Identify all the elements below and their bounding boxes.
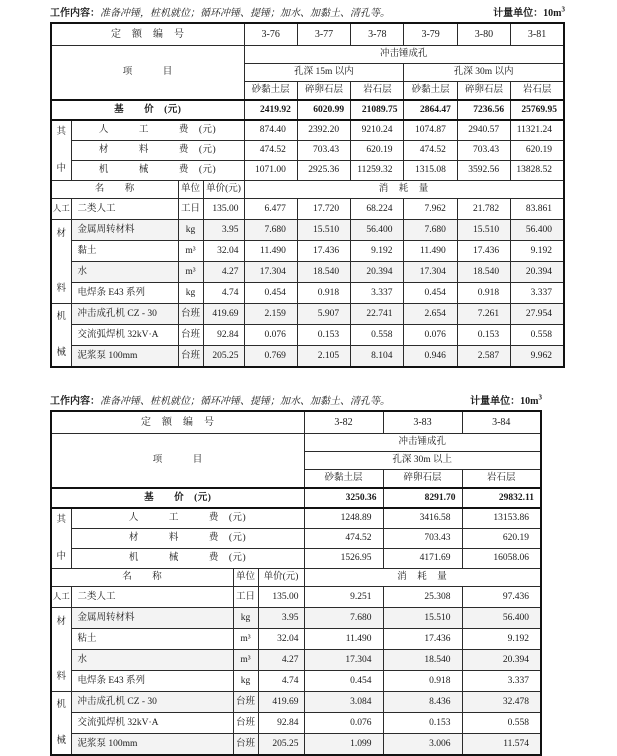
consumption-value: 0.558 bbox=[351, 325, 404, 346]
labor-cost-header: 人 工 费 (元) bbox=[71, 120, 244, 141]
group-char: 材 bbox=[56, 616, 66, 627]
base-price-value: 7236.56 bbox=[457, 100, 510, 120]
material-cost-header: 材 料 费 (元) bbox=[71, 529, 304, 549]
consumption-value: 20.394 bbox=[462, 650, 541, 671]
resource-unit: 台班 bbox=[233, 692, 258, 713]
resource-name: 金属周转材料 bbox=[71, 608, 233, 629]
resource-price: 4.27 bbox=[258, 650, 304, 671]
work-content-text bbox=[50, 392, 390, 407]
base-price-value: 6020.99 bbox=[297, 100, 350, 120]
consumption-value: 18.540 bbox=[457, 262, 510, 283]
material-cost-header: 材 料 费 (元) bbox=[71, 141, 244, 161]
price-column-header: 单价(元) bbox=[258, 569, 304, 587]
resource-price: 205.25 bbox=[258, 734, 304, 756]
base-price-value: 2419.92 bbox=[244, 100, 297, 120]
item-header: 项 目 bbox=[51, 434, 304, 489]
consumption-value: 0.153 bbox=[297, 325, 350, 346]
resource-price: 4.74 bbox=[258, 671, 304, 692]
consumption-value: 27.954 bbox=[511, 304, 564, 325]
consumption-value: 0.918 bbox=[383, 671, 462, 692]
group-label-machine bbox=[51, 692, 71, 756]
group-char: 其 bbox=[56, 126, 66, 137]
base-price-value: 21089.75 bbox=[351, 100, 404, 120]
resource-price: 135.00 bbox=[203, 199, 244, 220]
consumption-value: 7.261 bbox=[457, 304, 510, 325]
measure-unit bbox=[493, 4, 565, 19]
stratum-header: 砂黏土层 bbox=[244, 82, 297, 101]
labor-cost-value: 9210.24 bbox=[351, 120, 404, 141]
resource-price: 419.69 bbox=[203, 304, 244, 325]
labor-cost-value: 13153.86 bbox=[462, 508, 541, 529]
consumption-value: 8.436 bbox=[383, 692, 462, 713]
resource-unit: m³ bbox=[233, 650, 258, 671]
consumption-value: 0.076 bbox=[304, 713, 383, 734]
group-label-labor: 人工 bbox=[51, 199, 71, 220]
machine-cost-value: 2925.36 bbox=[297, 161, 350, 181]
material-cost-value: 703.43 bbox=[383, 529, 462, 549]
consumption-value: 56.400 bbox=[462, 608, 541, 629]
work-content-description: 准备冲锤、桩机就位；循环冲锤、提锤；加水、加黏土、清孔等。 bbox=[100, 396, 390, 407]
consumption-value: 83.861 bbox=[511, 199, 564, 220]
consumption-value: 7.680 bbox=[304, 608, 383, 629]
stratum-header: 砂黏土层 bbox=[404, 82, 457, 101]
machine-cost-value: 4171.69 bbox=[383, 549, 462, 569]
machine-cost-value: 16058.06 bbox=[462, 549, 541, 569]
work-content-line-1 bbox=[50, 4, 565, 19]
method-header: 冲击锤成孔 bbox=[244, 46, 564, 64]
machine-cost-value: 3592.56 bbox=[457, 161, 510, 181]
consumption-header: 消 耗 量 bbox=[244, 181, 564, 199]
material-cost-value: 474.52 bbox=[304, 529, 383, 549]
resource-name: 金属周转材料 bbox=[71, 220, 178, 241]
group-char: 料 bbox=[56, 284, 66, 295]
base-price-value: 3250.36 bbox=[304, 488, 383, 508]
quota-code: 3-77 bbox=[297, 23, 350, 46]
stratum-header: 碎卵石层 bbox=[457, 82, 510, 101]
stratum-header: 岩石层 bbox=[462, 470, 541, 489]
labor-cost-value: 2940.57 bbox=[457, 120, 510, 141]
group-char: 中 bbox=[56, 164, 66, 175]
stratum-header: 砂黏土层 bbox=[304, 470, 383, 489]
material-cost-value: 703.43 bbox=[457, 141, 510, 161]
resource-unit: 工日 bbox=[178, 199, 203, 220]
resource-name: 冲击成孔机 CZ - 30 bbox=[71, 304, 178, 325]
consumption-value: 0.454 bbox=[244, 283, 297, 304]
consumption-value: 5.907 bbox=[297, 304, 350, 325]
consumption-value: 2.587 bbox=[457, 346, 510, 368]
group-label-machine bbox=[51, 304, 71, 368]
group-char: 中 bbox=[56, 552, 66, 563]
resource-unit: 工日 bbox=[233, 587, 258, 608]
work-content-text bbox=[50, 4, 390, 19]
base-price-value: 29832.11 bbox=[462, 488, 541, 508]
resource-price: 4.74 bbox=[203, 283, 244, 304]
quota-code: 3-80 bbox=[457, 23, 510, 46]
resource-name: 泥浆泵 100mm bbox=[71, 346, 178, 368]
consumption-value: 0.558 bbox=[511, 325, 564, 346]
base-price-header: 基 价 (元) bbox=[51, 100, 244, 120]
resource-unit: kg bbox=[233, 671, 258, 692]
measure-unit-exponent: 3 bbox=[561, 5, 565, 14]
work-content-description: 准备冲锤，桩机就位；循环冲锤、提锤；加水、加黏土、清孔等。 bbox=[100, 8, 390, 19]
consumption-value: 8.104 bbox=[351, 346, 404, 368]
resource-name: 冲击成孔机 CZ - 30 bbox=[71, 692, 233, 713]
material-cost-value: 620.19 bbox=[351, 141, 404, 161]
resource-unit: 台班 bbox=[233, 734, 258, 756]
stratum-header: 岩石层 bbox=[511, 82, 564, 101]
resource-name: 二类人工 bbox=[71, 199, 178, 220]
unit-column-header: 单位 bbox=[233, 569, 258, 587]
consumption-value: 0.558 bbox=[462, 713, 541, 734]
consumption-value: 17.436 bbox=[383, 629, 462, 650]
work-content-label: 工作内容： bbox=[50, 8, 100, 19]
consumption-value: 32.478 bbox=[462, 692, 541, 713]
consumption-value: 56.400 bbox=[511, 220, 564, 241]
group-char: 械 bbox=[56, 735, 66, 746]
consumption-value: 11.490 bbox=[244, 241, 297, 262]
consumption-value: 0.454 bbox=[304, 671, 383, 692]
consumption-value: 3.337 bbox=[351, 283, 404, 304]
quota-no-header: 定 额 编 号 bbox=[51, 23, 244, 46]
consumption-value: 9.251 bbox=[304, 587, 383, 608]
labor-cost-value: 874.40 bbox=[244, 120, 297, 141]
machine-cost-header: 机 械 费 (元) bbox=[71, 549, 304, 569]
material-cost-value: 620.19 bbox=[462, 529, 541, 549]
resource-name: 电焊条 E43 系列 bbox=[71, 671, 233, 692]
resource-price: 92.84 bbox=[203, 325, 244, 346]
quota-table-1 bbox=[50, 22, 565, 368]
consumption-value: 15.510 bbox=[383, 608, 462, 629]
quota-code: 3-79 bbox=[404, 23, 457, 46]
quota-code: 3-76 bbox=[244, 23, 297, 46]
consumption-value: 15.510 bbox=[457, 220, 510, 241]
resource-price: 4.27 bbox=[203, 262, 244, 283]
measure-unit-label: 计量单位：10m bbox=[493, 8, 562, 19]
consumption-value: 21.782 bbox=[457, 199, 510, 220]
consumption-value: 9.192 bbox=[462, 629, 541, 650]
measure-unit bbox=[470, 392, 542, 407]
group-label-other bbox=[51, 120, 71, 181]
method-header: 冲击锤成孔 bbox=[304, 434, 541, 452]
consumption-value: 3.006 bbox=[383, 734, 462, 756]
consumption-value: 11.490 bbox=[404, 241, 457, 262]
price-column-header: 单价(元) bbox=[203, 181, 244, 199]
group-char: 料 bbox=[56, 672, 66, 683]
group-label-other bbox=[51, 508, 71, 569]
consumption-value: 0.454 bbox=[404, 283, 457, 304]
quota-code: 3-84 bbox=[462, 411, 541, 434]
group-char: 材 bbox=[56, 228, 66, 239]
item-header: 项 目 bbox=[51, 46, 244, 101]
depth-header: 孔深 30m 以内 bbox=[404, 64, 564, 82]
resource-unit: m³ bbox=[233, 629, 258, 650]
resource-unit: kg bbox=[233, 608, 258, 629]
labor-cost-header: 人 工 费 (元) bbox=[71, 508, 304, 529]
material-cost-value: 703.43 bbox=[297, 141, 350, 161]
consumption-value: 2.105 bbox=[297, 346, 350, 368]
work-content-label: 工作内容： bbox=[50, 396, 100, 407]
resource-unit: 台班 bbox=[178, 304, 203, 325]
consumption-value: 3.084 bbox=[304, 692, 383, 713]
consumption-value: 7.962 bbox=[404, 199, 457, 220]
consumption-value: 18.540 bbox=[383, 650, 462, 671]
consumption-value: 3.337 bbox=[511, 283, 564, 304]
consumption-value: 17.304 bbox=[244, 262, 297, 283]
resource-name: 黏土 bbox=[71, 241, 178, 262]
name-column-header: 名 称 bbox=[51, 569, 233, 587]
resource-name: 交流弧焊机 32kV·A bbox=[71, 713, 233, 734]
resource-unit: 台班 bbox=[178, 346, 203, 368]
resource-price: 3.95 bbox=[258, 608, 304, 629]
consumption-value: 20.394 bbox=[511, 262, 564, 283]
consumption-value: 0.076 bbox=[404, 325, 457, 346]
resource-price: 32.04 bbox=[258, 629, 304, 650]
machine-cost-value: 11259.32 bbox=[351, 161, 404, 181]
consumption-value: 20.394 bbox=[351, 262, 404, 283]
consumption-value: 17.304 bbox=[304, 650, 383, 671]
group-label-labor: 人工 bbox=[51, 587, 71, 608]
labor-cost-value: 2392.20 bbox=[297, 120, 350, 141]
consumption-value: 18.540 bbox=[297, 262, 350, 283]
consumption-value: 0.076 bbox=[244, 325, 297, 346]
group-label-material bbox=[51, 608, 71, 692]
resource-unit: kg bbox=[178, 220, 203, 241]
consumption-value: 2.159 bbox=[244, 304, 297, 325]
base-price-value: 8291.70 bbox=[383, 488, 462, 508]
consumption-value: 56.400 bbox=[351, 220, 404, 241]
group-char: 其 bbox=[56, 514, 66, 525]
work-content-line-2 bbox=[50, 392, 542, 407]
consumption-value: 97.436 bbox=[462, 587, 541, 608]
consumption-value: 2.654 bbox=[404, 304, 457, 325]
measure-unit-exponent: 3 bbox=[538, 393, 542, 402]
consumption-header: 消 耗 量 bbox=[304, 569, 541, 587]
labor-cost-value: 3416.58 bbox=[383, 508, 462, 529]
material-cost-value: 474.52 bbox=[244, 141, 297, 161]
depth-header: 孔深 15m 以内 bbox=[244, 64, 404, 82]
consumption-value: 22.741 bbox=[351, 304, 404, 325]
consumption-value: 3.337 bbox=[462, 671, 541, 692]
resource-name: 水 bbox=[71, 262, 178, 283]
consumption-value: 17.720 bbox=[297, 199, 350, 220]
quota-table-2 bbox=[50, 410, 542, 756]
resource-unit: m³ bbox=[178, 241, 203, 262]
machine-cost-value: 1315.08 bbox=[404, 161, 457, 181]
labor-cost-value: 1248.89 bbox=[304, 508, 383, 529]
consumption-value: 0.918 bbox=[457, 283, 510, 304]
quota-code: 3-81 bbox=[511, 23, 564, 46]
material-cost-value: 620.19 bbox=[511, 141, 564, 161]
resource-price: 3.95 bbox=[203, 220, 244, 241]
labor-cost-value: 1074.87 bbox=[404, 120, 457, 141]
measure-unit-label: 计量单位：10m bbox=[470, 396, 539, 407]
consumption-value: 17.436 bbox=[297, 241, 350, 262]
machine-cost-value: 13828.52 bbox=[511, 161, 564, 181]
quota-code: 3-83 bbox=[383, 411, 462, 434]
quota-no-header: 定 额 编 号 bbox=[51, 411, 304, 434]
consumption-value: 9.962 bbox=[511, 346, 564, 368]
consumption-value: 17.304 bbox=[404, 262, 457, 283]
depth-header: 孔深 30m 以上 bbox=[304, 452, 541, 470]
consumption-value: 0.918 bbox=[297, 283, 350, 304]
resource-name: 泥浆泵 100mm bbox=[71, 734, 233, 756]
quota-code: 3-78 bbox=[351, 23, 404, 46]
resource-name: 粘土 bbox=[71, 629, 233, 650]
resource-unit: 台班 bbox=[178, 325, 203, 346]
base-price-value: 25769.95 bbox=[511, 100, 564, 120]
consumption-value: 68.224 bbox=[351, 199, 404, 220]
name-column-header: 名 称 bbox=[51, 181, 178, 199]
quota-code: 3-82 bbox=[304, 411, 383, 434]
base-price-header: 基 价 (元) bbox=[51, 488, 304, 508]
consumption-value: 0.946 bbox=[404, 346, 457, 368]
resource-unit: 台班 bbox=[233, 713, 258, 734]
stratum-header: 碎卵石层 bbox=[297, 82, 350, 101]
consumption-value: 25.308 bbox=[383, 587, 462, 608]
resource-name: 电焊条 E43 系列 bbox=[71, 283, 178, 304]
resource-unit: m³ bbox=[178, 262, 203, 283]
consumption-value: 11.574 bbox=[462, 734, 541, 756]
resource-price: 419.69 bbox=[258, 692, 304, 713]
resource-name: 二类人工 bbox=[71, 587, 233, 608]
machine-cost-header: 机 械 费 (元) bbox=[71, 161, 244, 181]
labor-cost-value: 11321.24 bbox=[511, 120, 564, 141]
consumption-value: 7.680 bbox=[244, 220, 297, 241]
machine-cost-value: 1071.00 bbox=[244, 161, 297, 181]
group-char: 机 bbox=[56, 700, 66, 710]
consumption-value: 1.099 bbox=[304, 734, 383, 756]
material-cost-value: 474.52 bbox=[404, 141, 457, 161]
stratum-header: 岩石层 bbox=[351, 82, 404, 101]
unit-column-header: 单位 bbox=[178, 181, 203, 199]
resource-name: 水 bbox=[71, 650, 233, 671]
resource-price: 32.04 bbox=[203, 241, 244, 262]
consumption-value: 17.436 bbox=[457, 241, 510, 262]
consumption-value: 0.153 bbox=[457, 325, 510, 346]
resource-price: 92.84 bbox=[258, 713, 304, 734]
group-label-material bbox=[51, 220, 71, 304]
consumption-value: 6.477 bbox=[244, 199, 297, 220]
consumption-value: 0.769 bbox=[244, 346, 297, 368]
consumption-value: 0.153 bbox=[383, 713, 462, 734]
resource-price: 135.00 bbox=[258, 587, 304, 608]
resource-unit: kg bbox=[178, 283, 203, 304]
group-char: 械 bbox=[56, 347, 66, 358]
stratum-header: 碎卵石层 bbox=[383, 470, 462, 489]
consumption-value: 11.490 bbox=[304, 629, 383, 650]
consumption-value: 15.510 bbox=[297, 220, 350, 241]
base-price-value: 2864.47 bbox=[404, 100, 457, 120]
consumption-value: 9.192 bbox=[351, 241, 404, 262]
resource-price: 205.25 bbox=[203, 346, 244, 368]
consumption-value: 7.680 bbox=[404, 220, 457, 241]
consumption-value: 9.192 bbox=[511, 241, 564, 262]
machine-cost-value: 1526.95 bbox=[304, 549, 383, 569]
resource-name: 交流弧焊机 32kV·A bbox=[71, 325, 178, 346]
group-char: 机 bbox=[56, 312, 66, 322]
